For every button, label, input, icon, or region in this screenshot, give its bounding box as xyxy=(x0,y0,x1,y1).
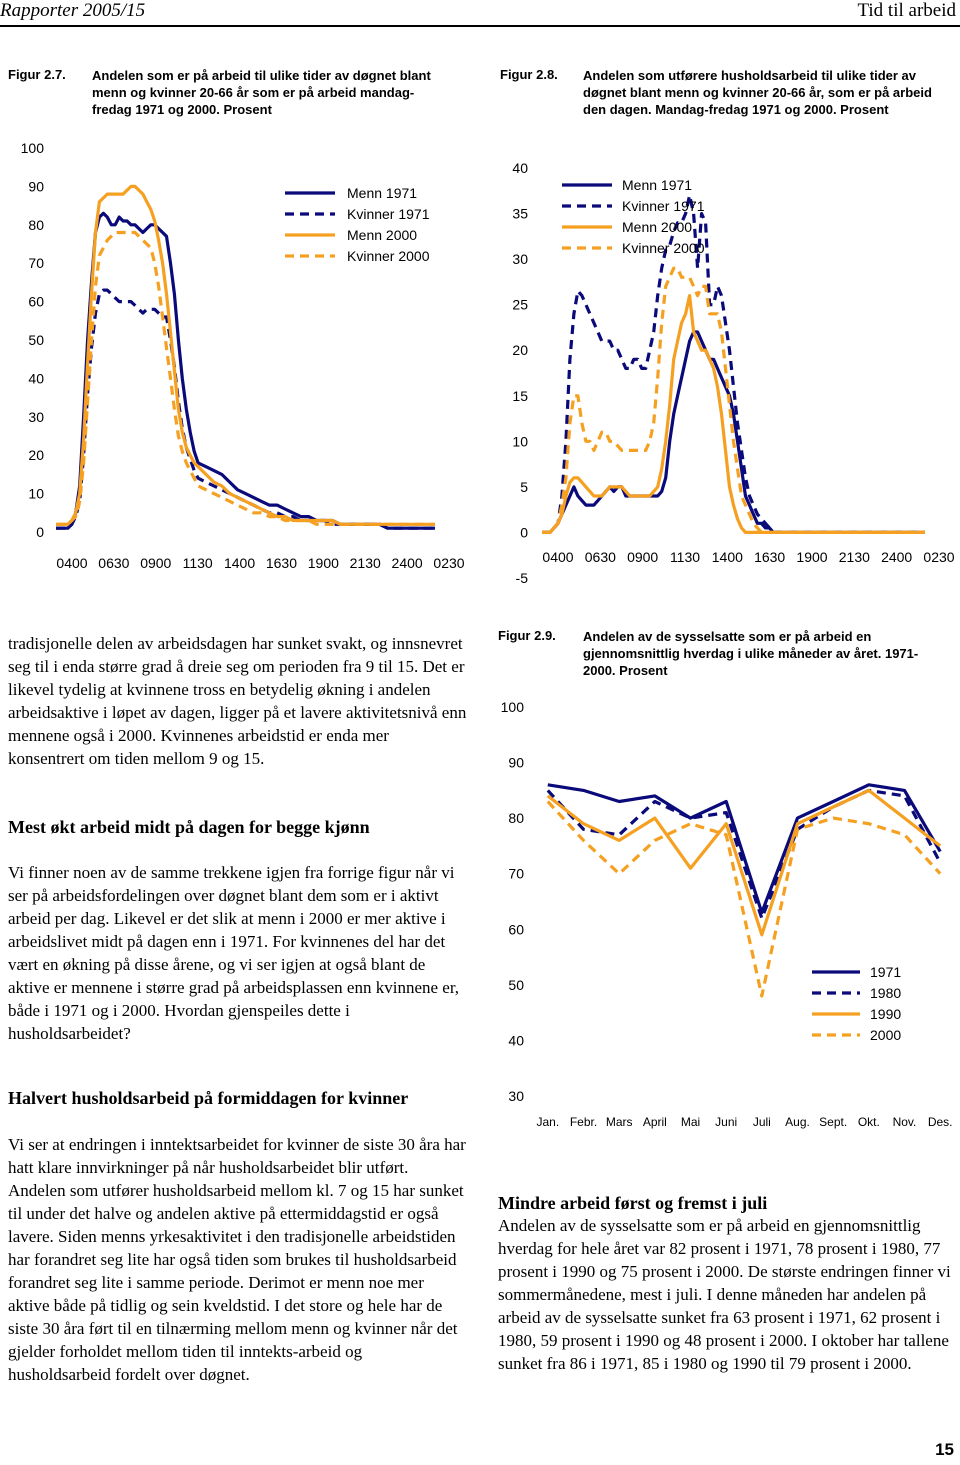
y-tick-label: 5 xyxy=(520,478,528,495)
x-tick-label: Jan. xyxy=(536,1115,560,1129)
y-tick-label: 35 xyxy=(512,205,528,222)
x-tick-label: Des. xyxy=(927,1115,953,1129)
x-tick-label: 0900 xyxy=(140,555,172,571)
y-tick-label: 70 xyxy=(28,255,44,272)
x-tick-label: 2130 xyxy=(349,555,381,571)
x-tick-label: 1630 xyxy=(265,555,298,571)
y-tick-label: 40 xyxy=(512,160,528,176)
x-tick-label: 0900 xyxy=(627,549,659,565)
legend-label: 1990 xyxy=(870,1006,902,1022)
fig27-number: Figur 2.7. xyxy=(8,67,66,82)
page-number: 15 xyxy=(935,1440,954,1459)
x-tick-label: 0400 xyxy=(56,555,88,571)
legend-label: Kvinner 1971 xyxy=(347,206,430,222)
legend-label: 2000 xyxy=(870,1027,902,1043)
y-tick-label: 30 xyxy=(508,1088,524,1104)
heading-mindre-arbeid-juli: Mindre arbeid først og fremst i juli xyxy=(498,1193,768,1213)
paragraph-2: Vi finner noen av de samme trekkene igjen fra forrige figur når vi ser på arbeidsfordelingen over døgnet blant dem som er i aktivt arbeid per dag. Likevel er det slik at menn i 2000 er mer aktive i arbeidslivet midt på dagen enn i 1971. For kvinnenes del har det vært en økning på disse årene, og vi ser igjen at også blant de aktive er mennene i større grad på arbeidsplassen enn kvinnene er, både i 1971 og i 2000. Hvordan gjenspeiles dette i husholdsarbeidet? xyxy=(8,863,460,1043)
y-tick-label: 40 xyxy=(508,1032,524,1049)
paragraph-4: Andelen av de sysselsatte som er på arbeid en gjennomsnittlig hverdag for hele året var 82 prosent i 1971, 78 prosent i 1980, 77 prosent i 1990 og 75 prosent i 2000. De største endringen finner vi sommermånedene, mest i juli. I denne måneden har andelen på arbeid av de sysselsatte sunket fra 63 prosent i 1971, 62 prosent i 1980, 59 prosent i 1990 og 48 prosent i 2000. I oktober har tallene sunket fra 86 i 1971, 85 i 1980 og 1990 til 79 prosent i 2000. xyxy=(498,1216,951,1373)
series-line-kvinner-1971 xyxy=(542,195,925,532)
x-tick-label: 2400 xyxy=(881,549,913,565)
x-tick-label: Febr. xyxy=(569,1115,598,1129)
fig29-chart xyxy=(490,690,960,1140)
x-tick-label: 2400 xyxy=(391,555,423,571)
heading-halvert-husholdsarbeid: Halvert husholdsarbeid på formiddagen for kvinner xyxy=(8,1088,409,1108)
x-tick-label: Aug. xyxy=(785,1115,810,1129)
x-tick-label: 1130 xyxy=(669,549,701,565)
x-tick-label: Okt. xyxy=(857,1115,880,1129)
x-tick-label: 0230 xyxy=(433,555,465,571)
x-tick-label: Mars xyxy=(605,1115,633,1129)
fig27-caption: Andelen som er på arbeid til ulike tider av døgnet blant menn og kvinner 20-66 år som er på arbeid mandag-fredag 1971 og 2000. Prosent xyxy=(92,68,431,117)
x-tick-label: 1900 xyxy=(796,549,828,565)
y-tick-label: 100 xyxy=(500,699,524,715)
x-tick-label: Juli xyxy=(752,1115,771,1129)
paragraph-3: Vi ser at endringen i inntektsarbeidet for kvinner de siste 30 åra har hatt klare innvirkninger på når husholdsarbeidet blir utført. Andelen som utfører husholdsarbeid mellom kl. 7 og 15 har sunket til under det halve og andelen aktive på ettermiddagstid er også lavere. Siden menns yrkesaktivitet i den tradisjonelle arbeidstiden har forandret seg lite har også tiden som brukes til husholdsarbeid forandret seg lite i samme periode. Derimot er menn noe mer aktive både på tidlig og sein kveldstid. I det store og hele har de siste 30 åra ført til en tilnærming mellom menn og kvinner når det gjelder forholdet mellom tiden til inntekts-arbeid og husholdsarbeid fordelt over døgnet. xyxy=(8,1135,466,1384)
x-tick-label: Sept. xyxy=(819,1115,848,1129)
report-title: Rapporter 2005/15 xyxy=(0,0,146,21)
y-tick-label: 60 xyxy=(508,921,524,938)
series-line-kvinner-2000 xyxy=(56,233,435,525)
series-line-1971 xyxy=(548,785,940,913)
x-tick-label: 2130 xyxy=(838,549,870,565)
fig27-chart xyxy=(0,130,470,590)
x-tick-label: 1630 xyxy=(754,549,786,565)
y-tick-label: 30 xyxy=(28,408,44,425)
x-tick-label: Nov. xyxy=(892,1115,917,1129)
legend-label: Kvinner 2000 xyxy=(347,248,430,264)
y-tick-label: -5 xyxy=(515,570,528,586)
fig28-chart xyxy=(490,150,960,600)
legend-label: Menn 1971 xyxy=(347,185,418,201)
fig29-caption: Andelen av de sysselsatte som er på arbeid en gjennomsnittlig hverdag i ulike måneder av året. 1971-2000. Prosent xyxy=(583,629,919,678)
legend-label: Menn 1971 xyxy=(622,177,693,193)
x-tick-label: 0400 xyxy=(542,549,574,565)
y-tick-label: 25 xyxy=(512,296,528,313)
legend-label: Menn 2000 xyxy=(347,227,418,243)
heading-mest-okt-arbeid: Mest økt arbeid midt på dagen for begge kjønn xyxy=(8,817,370,837)
y-tick-label: 50 xyxy=(28,332,44,348)
paragraph-1: tradisjonelle delen av arbeidsdagen har sunket svakt, og innsnevret seg til i enda større grad å dreie seg om perioden fra 9 til 15. Det er likevel tydelig at kvinnene tross en betydelig økning i andelen arbeidsaktive i løpet av dagen, ligger på et lavere aktivitetsnivå enn mennene også i 2000. Kvinnenes arbeidstid er enda mer konsentrert om tiden mellom 9 og 15. xyxy=(8,634,467,768)
x-tick-label: 1400 xyxy=(223,555,256,571)
x-tick-label: 0230 xyxy=(923,549,955,565)
y-tick-label: 90 xyxy=(508,754,524,771)
section-title: Tid til arbeid xyxy=(857,0,956,21)
x-tick-label: 0630 xyxy=(98,555,130,571)
x-tick-label: 1900 xyxy=(307,555,339,571)
x-tick-label: 1130 xyxy=(182,555,213,571)
y-tick-label: 0 xyxy=(36,524,44,540)
legend-label: Menn 2000 xyxy=(622,219,693,235)
y-tick-label: 10 xyxy=(28,485,44,502)
y-tick-label: 10 xyxy=(512,433,528,450)
y-tick-label: 60 xyxy=(28,293,44,310)
fig29-number: Figur 2.9. xyxy=(498,628,556,643)
fig28-number: Figur 2.8. xyxy=(500,67,558,82)
legend-label: Kvinner 2000 xyxy=(622,240,705,256)
y-tick-label: 80 xyxy=(28,216,44,233)
legend-label: 1980 xyxy=(870,985,902,1001)
fig28-caption: Andelen som utførere husholdsarbeid til ulike tider av døgnet blant menn og kvinner 20-66 år, som er på arbeid den dagen. Mandag-fredag 1971 og 2000. Prosent xyxy=(583,68,932,117)
y-tick-label: 20 xyxy=(512,342,528,359)
y-tick-label: 40 xyxy=(28,370,44,387)
y-tick-label: 30 xyxy=(512,251,528,268)
y-tick-label: 20 xyxy=(28,447,44,464)
x-tick-label: 0630 xyxy=(584,549,616,565)
header-divider xyxy=(0,25,960,27)
series-line-kvinner-2000 xyxy=(542,268,925,532)
y-tick-label: 80 xyxy=(508,810,524,827)
legend-label: 1971 xyxy=(870,964,902,980)
y-tick-label: 100 xyxy=(20,140,44,156)
x-tick-label: April xyxy=(642,1115,667,1129)
x-tick-label: Mai xyxy=(680,1115,701,1129)
y-tick-label: 15 xyxy=(512,387,528,404)
y-tick-label: 70 xyxy=(508,865,524,882)
x-tick-label: Juni xyxy=(715,1115,738,1129)
x-tick-label: 1400 xyxy=(711,549,743,565)
y-tick-label: 0 xyxy=(520,524,528,541)
legend-label: Kvinner 1971 xyxy=(622,198,705,214)
y-tick-label: 50 xyxy=(508,976,524,993)
y-tick-label: 90 xyxy=(28,178,44,195)
